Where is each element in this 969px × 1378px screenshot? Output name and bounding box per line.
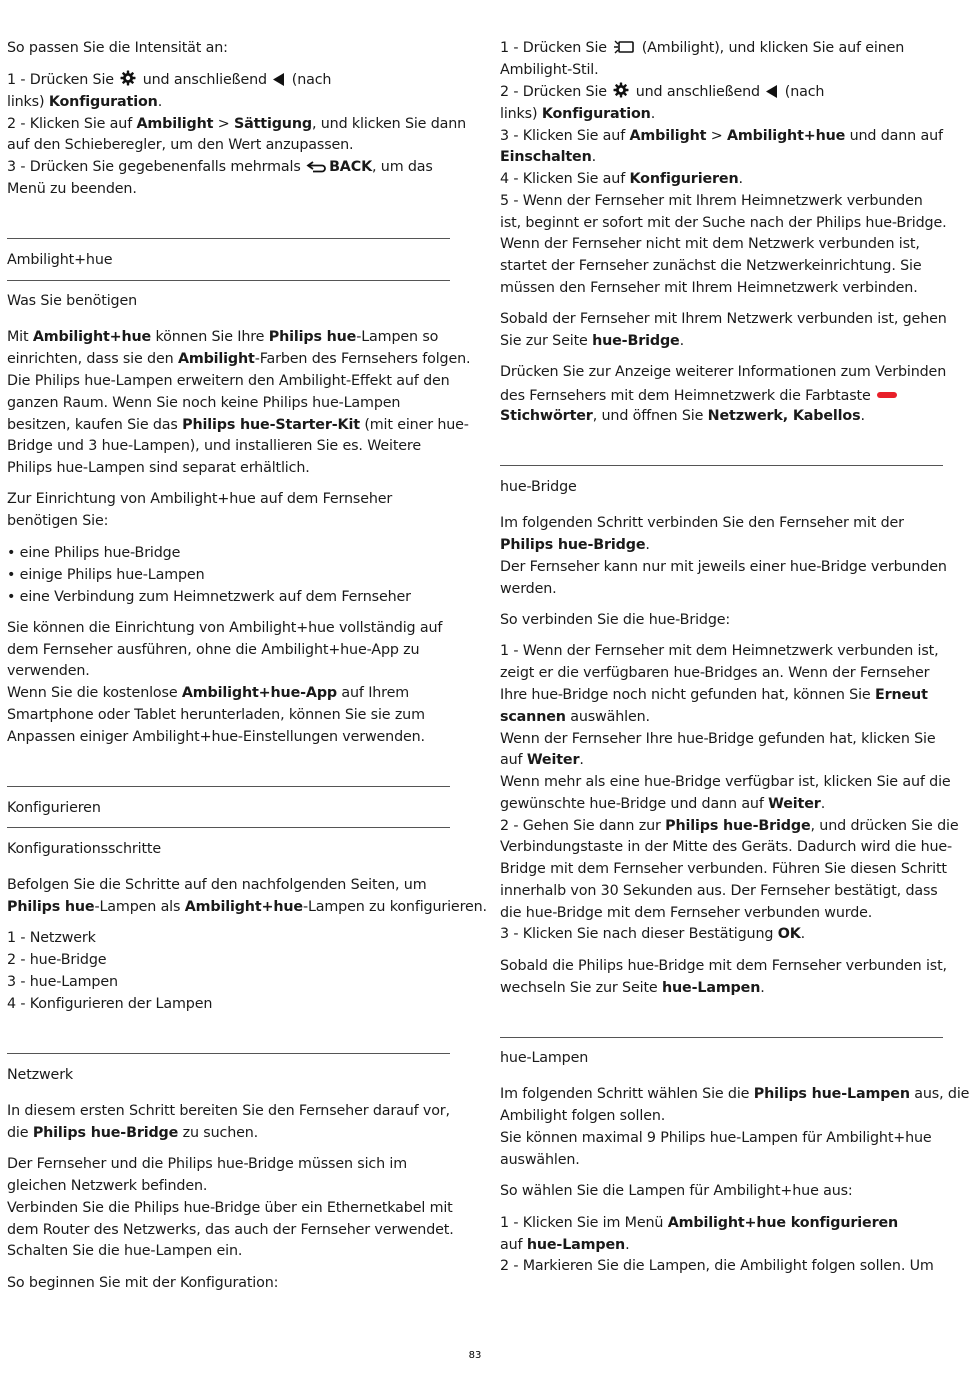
list-item: 4 - Konfigurieren der Lampen	[7, 996, 213, 1012]
steps-para-line: Befolgen Sie die Schritte auf den nachfolgenden Seiten, um	[7, 877, 427, 893]
bridge-step-line: 2 - Gehen Sie dann zur Philips hue-Bridge, und drücken Sie die	[500, 818, 959, 834]
connected-para-line: Sobald der Fernseher mit Ihrem Netzwerk verbunden ist, gehen	[500, 311, 947, 327]
ambilight-icon	[613, 39, 635, 61]
bridge-para-line: Im folgenden Schritt verbinden Sie den Fernseher mit der	[500, 515, 904, 531]
lamps-para-line: Sie können maximal 9 Philips hue-Lampen für Ambilight+hue	[500, 1130, 932, 1146]
need-para-line: Mit Ambilight+hue können Sie Ihre Philips hue-Lampen so	[7, 329, 439, 345]
subheading-config-steps: Konfigurationsschritte	[7, 841, 162, 857]
section-heading-hue-bridge: hue-Bridge	[500, 479, 577, 495]
need-para3-line: Wenn Sie die kostenlose Ambilight+hue-App auf Ihrem	[7, 685, 410, 701]
list-item: • einige Philips hue-Lampen	[7, 567, 205, 583]
red-color-key-icon	[877, 383, 897, 405]
bridge-step-line: Bridge mit dem Fernseher verbunden. Führen Sie diesen Schritt	[500, 861, 947, 877]
section-divider	[7, 280, 450, 281]
list-item: 3 - hue-Lampen	[7, 974, 118, 990]
lamps-step-line: 1 - Klicken Sie im Menü Ambilight+hue konfigurieren	[500, 1215, 899, 1231]
bridge-para-line: Der Fernseher kann nur mit jeweils einer hue-Bridge verbunden	[500, 559, 947, 575]
bridge-step-line: auf Weiter.	[500, 752, 584, 768]
section-divider	[7, 827, 450, 828]
lamps-para-line: auswählen.	[500, 1152, 580, 1168]
intensity-step-2: 2 - Klicken Sie auf Ambilight > Sättigung, und klicken Sie dann	[7, 116, 467, 132]
bridge-step-line: die hue-Bridge mit dem Fernseher verbunden wurde.	[500, 905, 873, 921]
bridge-intro: So verbinden Sie die hue-Bridge:	[500, 612, 731, 628]
bridge-step-line: gewünschte hue-Bridge und dann auf Weiter.	[500, 796, 826, 812]
net-step-line: startet der Fernseher zunächst die Netzwerkeinrichtung. Sie	[500, 258, 922, 274]
lamps-step-line: auf hue-Lampen.	[500, 1237, 630, 1253]
section-divider	[500, 1037, 943, 1038]
list-item: • eine Philips hue-Bridge	[7, 545, 181, 561]
bridge-para-line: werden.	[500, 581, 557, 597]
bridge-step-line: scannen auswählen.	[500, 709, 650, 725]
list-item: 1 - Netzwerk	[7, 930, 96, 946]
section-heading-configure: Konfigurieren	[7, 800, 101, 816]
bridge-step-line: Wenn der Fernseher Ihre hue-Bridge gefunden hat, klicken Sie	[500, 731, 936, 747]
need-para-line: einrichten, dass sie den Ambilight-Farben des Fernsehers folgen.	[7, 351, 471, 367]
need-para-line: Philips hue-Lampen sind separat erhältlich.	[7, 460, 310, 476]
net-step-line: müssen den Fernseher mit Ihrem Heimnetzwerk verbinden.	[500, 280, 918, 296]
need-para3-line: Anpassen einiger Ambilight+hue-Einstellungen verwenden.	[7, 729, 425, 745]
need-para2-line: Zur Einrichtung von Ambilight+hue auf dem Fernseher	[7, 491, 393, 507]
intensity-step-3: 3 - Drücken Sie gegebenenfalls mehrmals BACK, um das	[7, 156, 433, 180]
info-para-line: des Fernsehers mit dem Heimnetzwerk die Farbtaste	[500, 383, 899, 407]
bridge-step-line: Wenn mehr als eine hue-Bridge verfügbar ist, klicken Sie auf die	[500, 774, 951, 790]
net-step-line: links) Konfiguration.	[500, 106, 656, 122]
bridge-done-line: wechseln Sie zur Seite hue-Lampen.	[500, 980, 765, 996]
network-para2-line: Der Fernseher und die Philips hue-Bridge müssen sich im	[7, 1156, 408, 1172]
intensity-intro: So passen Sie die Intensität an:	[7, 40, 228, 56]
left-arrow-icon	[766, 83, 778, 105]
need-para-line: Die Philips hue-Lampen erweitern den Ambilight-Effekt auf den	[7, 373, 450, 389]
settings-gear-icon	[120, 70, 136, 93]
section-divider	[7, 1053, 450, 1054]
info-para-line: Drücken Sie zur Anzeige weiterer Informationen zum Verbinden	[500, 364, 947, 380]
bridge-step-line: innerhalb von 30 Sekunden aus. Der Fernseher bestätigt, dass	[500, 883, 938, 899]
network-start: So beginnen Sie mit der Konfiguration:	[7, 1275, 279, 1291]
net-step-line: Wenn der Fernseher nicht mit dem Netzwerk verbunden ist,	[500, 236, 920, 252]
steps-para-line: Philips hue-Lampen als Ambilight+hue-Lampen zu konfigurieren.	[7, 899, 487, 915]
network-para2-line: gleichen Netzwerk befinden.	[7, 1178, 208, 1194]
net-step-line: Einschalten.	[500, 149, 597, 165]
section-divider	[7, 238, 450, 239]
list-item: 2 - hue-Bridge	[7, 952, 107, 968]
intensity-step-3-cont: Menü zu beenden.	[7, 181, 137, 197]
section-heading-ambilight-hue: Ambilight+hue	[7, 252, 113, 268]
network-para2-line: Verbinden Sie die Philips hue-Bridge über ein Ethernetkabel mit	[7, 1200, 453, 1216]
need-para-line: besitzen, kaufen Sie das Philips hue-Starter-Kit (mit einer hue-	[7, 417, 469, 433]
network-para-line: In diesem ersten Schritt bereiten Sie den Fernseher darauf vor,	[7, 1103, 450, 1119]
intensity-step-2-cont: auf den Schieberegler, um den Wert anzupassen.	[7, 137, 354, 153]
settings-gear-icon	[613, 82, 629, 105]
net-step-line: 5 - Wenn der Fernseher mit Ihrem Heimnetzwerk verbunden	[500, 193, 923, 209]
net-step-line: 1 - Drücken Sie (Ambilight), und klicken Sie auf einen	[500, 37, 904, 61]
bridge-step-line: 3 - Klicken Sie nach dieser Bestätigung OK.	[500, 926, 806, 942]
lamps-intro: So wählen Sie die Lampen für Ambilight+hue aus:	[500, 1183, 853, 1199]
lamps-step-line: 2 - Markieren Sie die Lampen, die Ambilight folgen sollen. Um	[500, 1258, 934, 1274]
lamps-para-line: Ambilight folgen sollen.	[500, 1108, 666, 1124]
net-step-line: 2 - Drücken Sie und anschließend (nach	[500, 81, 824, 105]
need-para3-line: verwenden.	[7, 663, 90, 679]
intensity-step-1: 1 - Drücken Sie und anschließend (nach	[7, 69, 331, 93]
back-arrow-icon	[307, 158, 327, 180]
section-heading-network: Netzwerk	[7, 1067, 74, 1083]
intensity-step-1-cont: links) Konfiguration.	[7, 94, 163, 110]
network-para-line: die Philips hue-Bridge zu suchen.	[7, 1125, 259, 1141]
need-para-line: Bridge und 3 hue-Lampen), und installieren Sie es. Weitere	[7, 438, 421, 454]
section-divider	[500, 465, 943, 466]
bridge-para-line: Philips hue-Bridge.	[500, 537, 650, 553]
need-para-line: ganzen Raum. Wenn Sie noch keine Philips hue-Lampen	[7, 395, 401, 411]
bridge-step-line: zeigt er die verfügbaren hue-Bridges an. Wenn der Fernseher	[500, 665, 930, 681]
bridge-step-line: Ihre hue-Bridge noch nicht gefunden hat, können Sie Erneut	[500, 687, 928, 703]
page-number: 83	[468, 1350, 482, 1361]
left-arrow-icon	[273, 71, 285, 93]
bridge-step-line: Verbindungstaste in der Mitte des Geräts. Dadurch wird die hue-	[500, 839, 953, 855]
network-para2-line: Schalten Sie die hue-Lampen ein.	[7, 1243, 243, 1259]
net-step-line: 3 - Klicken Sie auf Ambilight > Ambilight+hue und dann auf	[500, 128, 943, 144]
need-para3-line: Sie können die Einrichtung von Ambilight+hue vollständig auf	[7, 620, 443, 636]
info-para-line: Stichwörter, und öffnen Sie Netzwerk, Kabellos.	[500, 408, 865, 424]
need-para3-line: Smartphone oder Tablet herunterladen, können Sie sie zum	[7, 707, 425, 723]
connected-para-line: Sie zur Seite hue-Bridge.	[500, 333, 684, 349]
section-heading-hue-lamps: hue-Lampen	[500, 1050, 589, 1066]
bridge-step-line: 1 - Wenn der Fernseher mit dem Heimnetzwerk verbunden ist,	[500, 643, 939, 659]
net-step-line: ist, beginnt er sofort mit der Suche nach der Philips hue-Bridge.	[500, 215, 947, 231]
lamps-para-line: Im folgenden Schritt wählen Sie die Philips hue-Lampen aus, die	[500, 1086, 969, 1102]
list-item: • eine Verbindung zum Heimnetzwerk auf dem Fernseher	[7, 589, 411, 605]
network-para2-line: dem Router des Netzwerks, das auch der Fernseher verwendet.	[7, 1222, 454, 1238]
subheading-what-you-need: Was Sie benötigen	[7, 293, 138, 309]
need-para2-line: benötigen Sie:	[7, 513, 109, 529]
bridge-done-line: Sobald die Philips hue-Bridge mit dem Fernseher verbunden ist,	[500, 958, 947, 974]
net-step-line: 4 - Klicken Sie auf Konfigurieren.	[500, 171, 743, 187]
section-divider	[7, 786, 450, 787]
need-para3-line: dem Fernseher ausführen, ohne die Ambilight+hue-App zu	[7, 642, 420, 658]
net-step-line: Ambilight-Stil.	[500, 62, 599, 78]
